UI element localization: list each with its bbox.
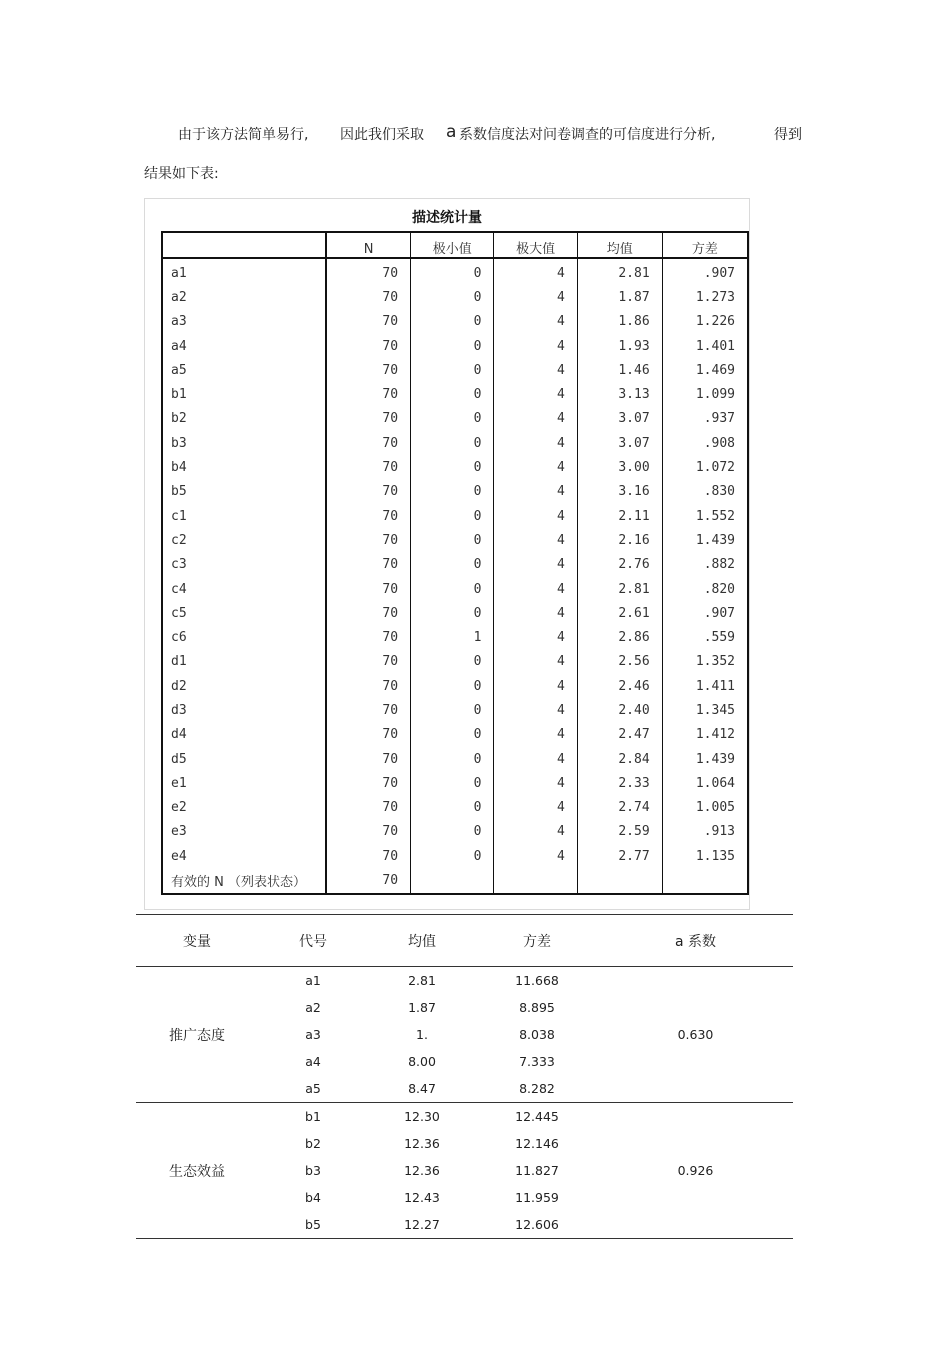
table-cell: 70 [326, 796, 410, 820]
row-label-cell: b1 [162, 382, 326, 406]
table-cell: 0 [411, 358, 494, 382]
table-cell: 70 [326, 553, 410, 577]
table-cell: 0 [411, 528, 494, 552]
table-cell: 4 [494, 310, 577, 334]
table-cell: 1.93 [577, 334, 662, 358]
table-cell: 0 [411, 334, 494, 358]
table-cell: 0 [411, 577, 494, 601]
table-cell: a1 [305, 973, 321, 988]
table-cell: 2.77 [577, 844, 662, 868]
row-label-cell: b3 [162, 431, 326, 455]
header-cell: 均值 [577, 232, 662, 258]
intro-text-2: 因此我们采取 [340, 127, 424, 143]
header-cell: 方差 [691, 242, 718, 257]
table-cell: a2 [305, 1000, 321, 1015]
table-cell: 8.038 [519, 1027, 555, 1042]
row-label-cell: a3 [162, 310, 326, 334]
header-cell: a 系数 [598, 915, 793, 967]
table-cell: .830 [703, 484, 735, 500]
table-cell: 0 [411, 698, 494, 722]
alpha-symbol: a [446, 122, 457, 142]
table-cell: 70 [326, 480, 410, 504]
row-label-cell: e3 [162, 820, 326, 844]
table-cell: 12.43 [404, 1190, 440, 1205]
table-cell: 0 [411, 455, 494, 479]
table-cell: 70 [326, 334, 410, 358]
table-cell: 1.87 [408, 1000, 436, 1015]
table-cell: 70 [326, 528, 410, 552]
table-cell: 70 [326, 407, 410, 431]
table-cell: 70 [326, 698, 410, 722]
table-cell: 70 [326, 258, 410, 285]
row-label-cell: a4 [162, 334, 326, 358]
table-cell: 1. [416, 1027, 428, 1042]
header-cell: 代号 [258, 915, 368, 967]
table-cell: 2.59 [577, 820, 662, 844]
row-label-cell: c3 [162, 553, 326, 577]
table-cell: 2.47 [577, 723, 662, 747]
table-row [136, 1103, 793, 1131]
table-cell: 70 [326, 674, 410, 698]
table-cell: 1.46 [577, 358, 662, 382]
table-cell: 2.56 [577, 650, 662, 674]
table-cell: 70 [326, 310, 410, 334]
table-cell: 2.81 [408, 973, 436, 988]
table-cell: b4 [305, 1190, 321, 1205]
table-cell: 0 [411, 601, 494, 625]
table-row [162, 382, 748, 406]
table-cell: b5 [258, 1211, 368, 1239]
table-cell: 0 [411, 258, 494, 285]
table-cell: 1.552 [695, 508, 735, 524]
header-row [162, 232, 748, 258]
table-row [162, 455, 748, 479]
table-cell [411, 868, 494, 893]
table-row [162, 868, 748, 893]
table-cell: 70 [326, 771, 410, 795]
table-cell: .907 [703, 605, 735, 621]
table-row [162, 601, 748, 625]
table-cell: 70 [326, 358, 410, 382]
table-cell: 4 [494, 528, 577, 552]
table-cell: a5 [258, 1075, 368, 1103]
table-cell: 70 [326, 504, 410, 528]
table-cell: 0 [411, 382, 494, 406]
table-cell: 0 [411, 407, 494, 431]
header-row [136, 915, 793, 967]
row-label-cell: c5 [162, 601, 326, 625]
table-cell: 1.439 [695, 532, 735, 548]
row-label-cell: a2 [162, 285, 326, 309]
alpha-coefficient-cell: 0.630 [598, 967, 793, 1103]
table-cell: 0 [411, 650, 494, 674]
table-cell: 7.333 [519, 1054, 555, 1069]
table-row [162, 258, 748, 285]
row-label-cell: d5 [162, 747, 326, 771]
table-cell: 70 [326, 382, 410, 406]
table-cell: 4 [494, 504, 577, 528]
table-cell: .820 [703, 581, 735, 597]
table-cell: 4 [494, 844, 577, 868]
table-cell: 11.827 [515, 1163, 559, 1178]
table-cell: 1.135 [695, 848, 735, 864]
table-cell: 4 [494, 480, 577, 504]
table-cell: 1.005 [695, 800, 735, 816]
table-cell: .937 [703, 411, 735, 427]
table-row [162, 796, 748, 820]
table-cell: 4 [494, 771, 577, 795]
table-cell: 4 [494, 698, 577, 722]
table-cell: 1.226 [695, 314, 735, 330]
table-cell: 8.00 [408, 1054, 436, 1069]
table-cell: 70 [326, 455, 410, 479]
header-cell: 变量 [136, 915, 258, 967]
intro-text-3: 系数信度法对问卷调查的可信度进行分析, [459, 127, 716, 143]
row-label-cell: b2 [162, 407, 326, 431]
table-row [162, 528, 748, 552]
table-cell: 0 [411, 310, 494, 334]
table-row [162, 650, 748, 674]
table-row [162, 431, 748, 455]
table-cell: 12.146 [515, 1136, 559, 1151]
row-label-cell: c2 [162, 528, 326, 552]
table-cell: 0 [411, 796, 494, 820]
reliability-table [136, 914, 793, 1239]
table-cell [494, 868, 577, 893]
row-label-cell: a1 [162, 258, 326, 285]
table-cell: 4 [494, 258, 577, 285]
table-cell: 11.959 [515, 1190, 559, 1205]
table-cell: 0 [411, 504, 494, 528]
table-cell: 4 [494, 382, 577, 406]
table-cell: 70 [326, 625, 410, 649]
table-cell: 70 [326, 844, 410, 868]
table-cell: 1.273 [695, 289, 735, 305]
table-cell: 2.61 [577, 601, 662, 625]
table-cell: 4 [494, 407, 577, 431]
table-row [136, 967, 793, 995]
table-cell: 4 [494, 577, 577, 601]
row-label-cell: b5 [162, 480, 326, 504]
row-label-cell: c6 [162, 625, 326, 649]
row-label-cell: c4 [162, 577, 326, 601]
table-cell: 2.16 [577, 528, 662, 552]
descriptive-stats-table [161, 231, 749, 895]
table-cell: 0 [411, 747, 494, 771]
table-row [162, 285, 748, 309]
table-cell: 12.27 [368, 1211, 476, 1239]
table-cell: 1.072 [695, 460, 735, 476]
table-cell: 0 [411, 771, 494, 795]
table-cell: 70 [326, 431, 410, 455]
table-cell: 0 [411, 820, 494, 844]
table-cell: 4 [494, 674, 577, 698]
table-cell: 12.445 [515, 1109, 559, 1124]
header-cell: 方差 [476, 915, 598, 967]
table-cell: 12.36 [404, 1136, 440, 1151]
table-row [162, 723, 748, 747]
table-cell: 4 [494, 334, 577, 358]
table-row [162, 625, 748, 649]
table-cell: a3 [305, 1027, 321, 1042]
row-label-cell: b4 [162, 455, 326, 479]
table-cell: 3.16 [577, 480, 662, 504]
row-label-cell: 有效的 N （列表状态） [162, 868, 326, 893]
table-cell: 11.668 [515, 973, 559, 988]
row-label-cell: d3 [162, 698, 326, 722]
header-cell: 极大值 [494, 232, 577, 258]
table-row [162, 674, 748, 698]
header-cell: 极小值 [411, 232, 494, 258]
table-cell: .913 [703, 824, 735, 840]
table-cell: .908 [703, 435, 735, 451]
group-name-cell: 推广态度 [136, 967, 258, 1103]
table-row [162, 698, 748, 722]
table-cell: 2.74 [577, 796, 662, 820]
table-row [162, 480, 748, 504]
table-cell: 2.84 [577, 747, 662, 771]
table-cell: 70 [326, 577, 410, 601]
table-cell: 2.40 [577, 698, 662, 722]
row-label-cell: c1 [162, 504, 326, 528]
table-cell: .907 [703, 265, 735, 281]
intro-line-2: 结果如下表: [144, 166, 219, 182]
table-cell: 4 [494, 820, 577, 844]
table-cell: 2.11 [577, 504, 662, 528]
table-cell: b3 [305, 1163, 321, 1178]
table-cell: 4 [494, 285, 577, 309]
table-cell: 70 [326, 868, 410, 893]
table-cell: 2.81 [577, 258, 662, 285]
table-cell: 70 [326, 650, 410, 674]
table-cell: 12.36 [404, 1163, 440, 1178]
table-cell: 8.895 [519, 1000, 555, 1015]
row-label-cell: a5 [162, 358, 326, 382]
table-row [162, 747, 748, 771]
table-row [162, 358, 748, 382]
row-label-cell: d2 [162, 674, 326, 698]
table-row [162, 577, 748, 601]
table-row [162, 310, 748, 334]
table-cell: a4 [305, 1054, 321, 1069]
row-label-cell: d1 [162, 650, 326, 674]
table-cell: 70 [326, 723, 410, 747]
table-cell [662, 868, 748, 893]
table-cell: 3.07 [577, 407, 662, 431]
row-label-cell: d4 [162, 723, 326, 747]
table-cell: 1.411 [695, 678, 735, 694]
table-cell: 2.33 [577, 771, 662, 795]
alpha-coefficient-cell: 0.926 [598, 1103, 793, 1239]
table-cell: 0 [411, 480, 494, 504]
table-cell: 8.282 [476, 1075, 598, 1103]
table-row [162, 504, 748, 528]
table-cell: 4 [494, 553, 577, 577]
header-cell: N [326, 232, 410, 258]
spss-output-image [144, 198, 750, 910]
table-row [162, 407, 748, 431]
table-cell: 4 [494, 358, 577, 382]
table-cell: 4 [494, 747, 577, 771]
table-row [162, 844, 748, 868]
table-cell: 4 [494, 455, 577, 479]
table-cell: 4 [494, 625, 577, 649]
table-cell: 4 [494, 601, 577, 625]
table-cell: 1.86 [577, 310, 662, 334]
table-cell: 0 [411, 431, 494, 455]
table-cell: 1.87 [577, 285, 662, 309]
row-label-cell: e4 [162, 844, 326, 868]
table-cell: .882 [703, 557, 735, 573]
table-row [162, 553, 748, 577]
group-name-cell: 生态效益 [136, 1103, 258, 1239]
row-label-cell: e2 [162, 796, 326, 820]
table-cell: 3.07 [577, 431, 662, 455]
table-cell: 3.13 [577, 382, 662, 406]
header-cell: 均值 [368, 915, 476, 967]
table-cell: 4 [494, 796, 577, 820]
table-cell: 0 [411, 285, 494, 309]
table-cell: 70 [326, 820, 410, 844]
spss-table-title: 描述统计量 [412, 210, 482, 226]
table-cell: 8.47 [368, 1075, 476, 1103]
table-cell: 2.76 [577, 553, 662, 577]
table-cell: 1.345 [695, 702, 735, 718]
table-cell: 2.86 [577, 625, 662, 649]
table-cell: 1 [411, 625, 494, 649]
table-cell: .559 [703, 630, 735, 646]
table-cell: 2.46 [577, 674, 662, 698]
intro-text-1: 由于该方法简单易行, [178, 127, 309, 143]
table-cell: b1 [305, 1109, 321, 1124]
header-cell [162, 232, 326, 258]
table-cell: 3.00 [577, 455, 662, 479]
table-cell: 4 [494, 723, 577, 747]
table-row [162, 771, 748, 795]
table-cell: 0 [411, 674, 494, 698]
table-cell: 1.099 [695, 387, 735, 403]
table-cell: 12.30 [404, 1109, 440, 1124]
table-cell: 1.064 [695, 775, 735, 791]
table-cell: b2 [305, 1136, 321, 1151]
table-cell: 1.412 [695, 727, 735, 743]
table-cell: 70 [326, 601, 410, 625]
table-cell: 12.606 [476, 1211, 598, 1239]
table-cell: 0 [411, 553, 494, 577]
table-cell: 70 [326, 285, 410, 309]
table-row [162, 334, 748, 358]
table-cell: 70 [326, 747, 410, 771]
table-cell: 1.401 [695, 338, 735, 354]
table-cell: 2.81 [577, 577, 662, 601]
table-cell: 0 [411, 844, 494, 868]
intro-text-4: 得到 [774, 127, 802, 143]
table-row [162, 820, 748, 844]
table-cell: 1.469 [695, 362, 735, 378]
table-cell: 4 [494, 650, 577, 674]
table-cell [577, 868, 662, 893]
row-label-cell: e1 [162, 771, 326, 795]
table-cell: 4 [494, 431, 577, 455]
table-cell: 0 [411, 723, 494, 747]
table-cell: 1.439 [695, 751, 735, 767]
table-cell: 1.352 [695, 654, 735, 670]
